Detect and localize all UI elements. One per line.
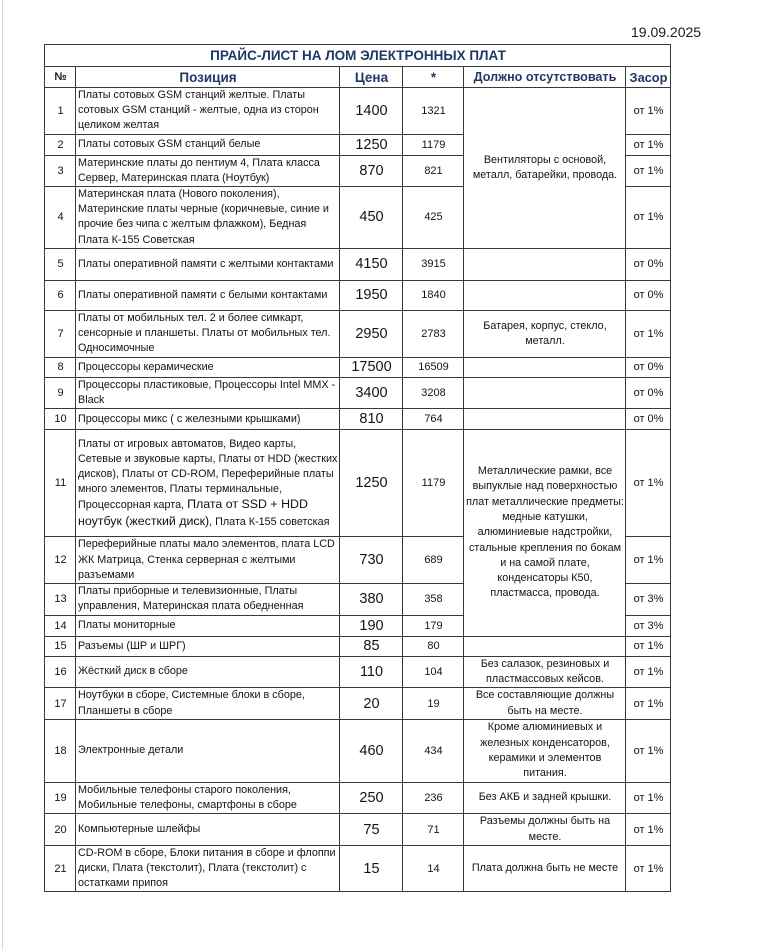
- table-row: [45, 357, 671, 377]
- table-row: [45, 280, 671, 310]
- position-cell: Платы оперативной памяти с белыми контактами: [76, 280, 340, 310]
- position-text: , Плата К-155 советская: [209, 515, 330, 528]
- star-price-cell: 1840: [403, 280, 464, 310]
- position-cell: Материнские платы до пентиум 4, Плата класса Сервер, Материнская плата (Ноутбук): [76, 155, 340, 186]
- column-header-contamination: Засор: [626, 67, 671, 88]
- position-cell: Ноутбуки в сборе, Системные блоки в сборе, Планшеты в сборе: [76, 688, 340, 720]
- position-cell: Разъемы (ШР и ШРГ): [76, 636, 340, 656]
- star-price-cell: 434: [403, 719, 464, 782]
- contamination-cell: от 0%: [626, 357, 671, 377]
- header-row: [45, 67, 671, 88]
- price-cell: 250: [340, 782, 403, 813]
- title-row: [45, 45, 671, 67]
- star-price-cell: 179: [403, 615, 464, 636]
- contamination-cell: от 0%: [626, 409, 671, 430]
- contamination-cell: от 1%: [626, 782, 671, 813]
- table-row: [45, 377, 671, 408]
- contamination-cell: от 3%: [626, 584, 671, 615]
- row-number: 16: [45, 656, 76, 688]
- contamination-cell: от 0%: [626, 377, 671, 408]
- must-be-absent-cell: [464, 636, 626, 656]
- must-be-absent-cell: Батарея, корпус, стекло, металл.: [464, 310, 626, 357]
- contamination-cell: от 3%: [626, 615, 671, 636]
- contamination-cell: от 1%: [626, 430, 671, 537]
- contamination-cell: от 1%: [626, 656, 671, 688]
- row-number: 20: [45, 814, 76, 846]
- star-price-cell: 425: [403, 187, 464, 249]
- table-row: [45, 782, 671, 813]
- contamination-cell: от 1%: [626, 719, 671, 782]
- table-row: [45, 430, 671, 537]
- price-cell: 1400: [340, 88, 403, 135]
- position-cell: Платы оперативной памяти с желтыми контактами: [76, 248, 340, 280]
- table-row: [45, 688, 671, 720]
- star-price-cell: 1321: [403, 88, 464, 135]
- position-text-emphasized: Плата от SSD + HDD ноутбук (жесткий диск): [78, 497, 308, 528]
- price-cell: 75: [340, 814, 403, 846]
- star-price-cell: 19: [403, 688, 464, 720]
- row-number: 13: [45, 584, 76, 615]
- row-number: 15: [45, 636, 76, 656]
- contamination-cell: от 1%: [626, 537, 671, 584]
- price-cell: 4150: [340, 248, 403, 280]
- must-be-absent-cell: [464, 248, 626, 280]
- table-row: [45, 845, 671, 892]
- column-header-number: №: [45, 67, 76, 88]
- position-cell: [76, 430, 340, 537]
- must-be-absent-cell: Металлические рамки, все выпуклые над поверхностью плат металлические предметы: медные катушки, алюминиевые надстройки, стальные крепления по бокам и на самой плате, конденсаторы К50, пластмасса, провода.: [464, 430, 626, 636]
- row-number: 14: [45, 615, 76, 636]
- star-price-cell: 1179: [403, 430, 464, 537]
- row-number: 17: [45, 688, 76, 720]
- position-cell: Процессоры микс ( с железными крышками): [76, 409, 340, 430]
- contamination-cell: от 1%: [626, 88, 671, 135]
- contamination-cell: от 1%: [626, 310, 671, 357]
- table-row: [45, 636, 671, 656]
- position-cell: Мобильные телефоны старого поколения, Мобильные телефоны, смартфоны в сборе: [76, 782, 340, 813]
- must-be-absent-cell: [464, 357, 626, 377]
- price-cell: 2950: [340, 310, 403, 357]
- must-be-absent-cell: Без АКБ и задней крышки.: [464, 782, 626, 813]
- contamination-cell: от 1%: [626, 134, 671, 155]
- star-price-cell: 236: [403, 782, 464, 813]
- star-price-cell: 2783: [403, 310, 464, 357]
- table-row: [45, 814, 671, 846]
- must-be-absent-cell: Без салазок, резиновых и пластмассовых кейсов.: [464, 656, 626, 688]
- star-price-cell: 16509: [403, 357, 464, 377]
- star-price-cell: 764: [403, 409, 464, 430]
- price-cell: 380: [340, 584, 403, 615]
- contamination-cell: от 1%: [626, 636, 671, 656]
- must-be-absent-cell: Все составляющие должны быть на месте.: [464, 688, 626, 720]
- price-cell: 1250: [340, 430, 403, 537]
- position-cell: Процессоры пластиковые, Процессоры Intel MMX - Black: [76, 377, 340, 408]
- table-row: [45, 248, 671, 280]
- row-number: 10: [45, 409, 76, 430]
- star-price-cell: 358: [403, 584, 464, 615]
- contamination-cell: от 1%: [626, 814, 671, 846]
- position-cell: Платы мониторные: [76, 615, 340, 636]
- row-number: 9: [45, 377, 76, 408]
- price-list-table: [44, 44, 671, 892]
- column-header-must-be-absent: Должно отсутствовать: [464, 67, 626, 88]
- position-cell: Электронные детали: [76, 719, 340, 782]
- star-price-cell: 689: [403, 537, 464, 584]
- star-price-cell: 104: [403, 656, 464, 688]
- star-price-cell: 1179: [403, 134, 464, 155]
- row-number: 5: [45, 248, 76, 280]
- star-price-cell: 3208: [403, 377, 464, 408]
- contamination-cell: от 1%: [626, 688, 671, 720]
- price-cell: 1950: [340, 280, 403, 310]
- position-cell: Переферийные платы мало элементов, плата LCD ЖК Матрица, Стенка серверная с желтыми разъемами: [76, 537, 340, 584]
- table-title: ПРАЙС-ЛИСТ НА ЛОМ ЭЛЕКТРОННЫХ ПЛАТ: [45, 45, 671, 67]
- row-number: 2: [45, 134, 76, 155]
- row-number: 11: [45, 430, 76, 537]
- table-row: [45, 310, 671, 357]
- position-cell: Платы от мобильных тел. 2 и более симкарт, сенсорные и планшеты. Платы от мобильных тел. Односимочные: [76, 310, 340, 357]
- position-cell: Материнская плата (Нового поколения), Материнские платы черные (коричневые, синие и прочие без чипа с желтым флажком), Бедная Плата К-155 Советская: [76, 187, 340, 249]
- price-cell: 17500: [340, 357, 403, 377]
- table-row: [45, 409, 671, 430]
- price-cell: 190: [340, 615, 403, 636]
- must-be-absent-cell: Разъемы должны быть на месте.: [464, 814, 626, 846]
- row-number: 8: [45, 357, 76, 377]
- row-number: 19: [45, 782, 76, 813]
- price-cell: 730: [340, 537, 403, 584]
- row-number: 7: [45, 310, 76, 357]
- price-cell: 870: [340, 155, 403, 186]
- price-cell: 15: [340, 845, 403, 892]
- must-be-absent-cell: Кроме алюминиевых и железных конденсаторов, керамики и элементов питания.: [464, 719, 626, 782]
- row-number: 3: [45, 155, 76, 186]
- row-number: 4: [45, 187, 76, 249]
- price-cell: 810: [340, 409, 403, 430]
- position-cell: Платы сотовых GSM станций белые: [76, 134, 340, 155]
- contamination-cell: от 0%: [626, 280, 671, 310]
- price-cell: 460: [340, 719, 403, 782]
- position-cell: Жёсткий диск в сборе: [76, 656, 340, 688]
- price-cell: 85: [340, 636, 403, 656]
- position-cell: CD-ROM в сборе, Блоки питания в сборе и флоппи диски, Плата (текстолит), Плата (текстолит) с остатками припоя: [76, 845, 340, 892]
- position-cell: Платы сотовых GSM станций желтые. Платы сотовых GSM станций - желтые, одна из сторон целиком желтая: [76, 88, 340, 135]
- position-cell: Компьютерные шлейфы: [76, 814, 340, 846]
- table-row: [45, 88, 671, 135]
- must-be-absent-cell: Вентиляторы с основой, металл, батарейки, провода.: [464, 88, 626, 249]
- star-price-cell: 80: [403, 636, 464, 656]
- row-number: 18: [45, 719, 76, 782]
- must-be-absent-cell: [464, 409, 626, 430]
- column-header-position: Позиция: [76, 67, 340, 88]
- price-cell: 450: [340, 187, 403, 249]
- column-header-price: Цена: [340, 67, 403, 88]
- contamination-cell: от 0%: [626, 248, 671, 280]
- star-price-cell: 14: [403, 845, 464, 892]
- must-be-absent-cell: [464, 377, 626, 408]
- position-cell: Процессоры керамические: [76, 357, 340, 377]
- star-price-cell: 821: [403, 155, 464, 186]
- contamination-cell: от 1%: [626, 845, 671, 892]
- price-cell: 3400: [340, 377, 403, 408]
- must-be-absent-cell: [464, 280, 626, 310]
- table-row: [45, 656, 671, 688]
- price-cell: 20: [340, 688, 403, 720]
- star-price-cell: 71: [403, 814, 464, 846]
- must-be-absent-cell: Плата должна быть не месте: [464, 845, 626, 892]
- row-number: 6: [45, 280, 76, 310]
- document-date: 19.09.2025: [631, 24, 702, 40]
- star-price-cell: 3915: [403, 248, 464, 280]
- price-cell: 1250: [340, 134, 403, 155]
- contamination-cell: от 1%: [626, 155, 671, 186]
- row-number: 1: [45, 88, 76, 135]
- position-text: Платы от игровых автоматов, Видео карты, Сетевые и звуковые карты, Платы от HDD (жестких дисков), Платы от CD-ROM, Переферийные платы много элементов, Платы терминальные, Процессорная карта,: [78, 437, 338, 512]
- contamination-cell: от 1%: [626, 187, 671, 249]
- row-number: 21: [45, 845, 76, 892]
- row-number: 12: [45, 537, 76, 584]
- position-cell: Платы приборные и телевизионные, Платы управления, Материнская плата обедненная: [76, 584, 340, 615]
- table-row: [45, 719, 671, 782]
- page-edge-line: [2, 0, 3, 950]
- column-header-star: *: [403, 67, 464, 88]
- price-cell: 110: [340, 656, 403, 688]
